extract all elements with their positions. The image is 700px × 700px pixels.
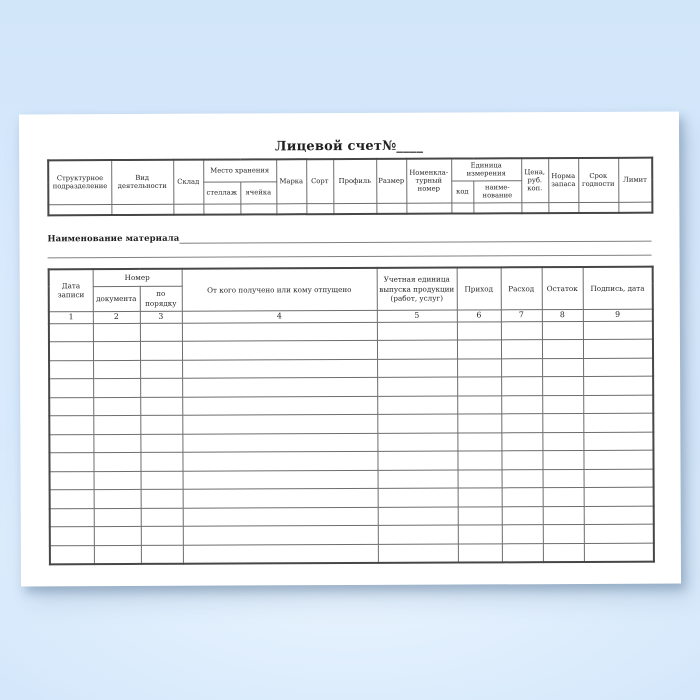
spec-blank-cell [578, 202, 618, 213]
ledger-empty-cell [377, 433, 457, 452]
ledger-empty-cell [183, 544, 378, 563]
material-name-label: Наименование материала [47, 233, 180, 245]
ledger-empty-cell [49, 416, 93, 435]
material-name-blank-line-2 [48, 255, 652, 259]
ledger-empty-cell [583, 358, 653, 377]
ledger-empty-row [50, 543, 654, 564]
ledger-table [48, 266, 655, 565]
ledger-empty-cell [458, 543, 502, 562]
ledger-empty-cell [378, 544, 458, 563]
ledger-empty-cell [182, 377, 377, 396]
ledger-empty-cell [183, 525, 378, 544]
ledger-empty-cell [543, 469, 584, 488]
ledger-header-expense: Расход [501, 267, 542, 309]
ledger-empty-cell [378, 470, 458, 489]
ledger-empty-cell [93, 360, 140, 379]
ledger-empty-cell [501, 377, 542, 396]
ledger-empty-cell [457, 321, 501, 340]
ledger-empty-cell [140, 323, 182, 342]
title-text: Лицевой счет№ [274, 138, 397, 155]
ledger-empty-cell [182, 433, 377, 452]
material-name-blank-line [179, 232, 651, 244]
ledger-empty-cell [94, 545, 141, 564]
ledger-empty-cell [378, 525, 458, 544]
spec-header-nomenclature-number: Номенкла-турный номер [406, 159, 451, 203]
ledger-empty-cell [93, 397, 140, 416]
ledger-empty-cell [543, 506, 584, 525]
spec-header-structural-unit: Структурное подразделение [48, 160, 111, 204]
spec-header-price: Цена, руб. коп. [521, 158, 548, 202]
spec-header-brand: Марка [276, 159, 306, 203]
ledger-empty-cell [457, 395, 501, 414]
ledger-empty-cell [140, 397, 182, 416]
column-number: 4 [182, 310, 377, 323]
ledger-empty-cell [141, 526, 183, 545]
ledger-empty-cell [93, 323, 140, 342]
ledger-empty-cell [501, 432, 542, 451]
ledger-empty-cell [183, 507, 378, 526]
ledger-empty-cell [458, 469, 502, 488]
ledger-empty-cell [583, 376, 653, 395]
ledger-empty-cell [50, 545, 94, 564]
material-spec-table [47, 157, 653, 217]
ledger-empty-cell [457, 432, 501, 451]
spec-header-stock-norm: Норма запаса [548, 158, 578, 202]
ledger-empty-cell [542, 358, 583, 377]
ledger-empty-cell [183, 470, 378, 489]
ledger-empty-cell [543, 487, 584, 506]
ledger-header-balance: Остаток [542, 267, 583, 309]
spec-blank-cell [406, 203, 451, 214]
ledger-empty-cell [94, 489, 141, 508]
spec-header-grade: Сорт [306, 159, 333, 203]
spec-header-unit-code: код [451, 180, 473, 202]
ledger-empty-cell [94, 471, 141, 490]
ledger-empty-cell [583, 321, 653, 340]
ledger-empty-cell [501, 358, 542, 377]
ledger-header-number-in-order: по порядку [140, 286, 182, 311]
ledger-header-income: Приход [457, 267, 501, 309]
title-blank-line: ____ [396, 138, 424, 154]
ledger-empty-cell [501, 340, 542, 359]
spec-blank-cell [618, 202, 652, 213]
ledger-empty-cell [584, 506, 654, 525]
spec-blank-cell [376, 203, 406, 214]
ledger-empty-cell [457, 377, 501, 396]
ledger-empty-cell [182, 340, 377, 359]
ledger-empty-cell [140, 360, 182, 379]
column-number: 7 [501, 309, 542, 321]
ledger-empty-cell [182, 359, 377, 378]
ledger-header-row-1 [49, 267, 653, 287]
ledger-empty-cell [457, 451, 501, 470]
spec-header-storage-place-group: Место хранения [203, 159, 276, 181]
ledger-empty-cell [50, 490, 94, 509]
spec-blank-cell [111, 204, 173, 215]
ledger-empty-cell [583, 450, 653, 469]
page-title [19, 138, 679, 157]
ledger-empty-cell [93, 434, 140, 453]
ledger-empty-cell [377, 451, 457, 470]
ledger-empty-cell [542, 432, 583, 451]
ledger-empty-cell [501, 451, 542, 470]
ledger-empty-cell [182, 414, 377, 433]
ledger-header-from-whom: От кого получено или кому отпущено [182, 268, 377, 311]
column-number: 3 [140, 311, 182, 323]
ledger-empty-cell [50, 527, 94, 546]
ledger-empty-cell [542, 413, 583, 432]
spec-header-warehouse: Склад [173, 160, 203, 204]
ledger-empty-cell [583, 413, 653, 432]
ledger-empty-cell [502, 525, 543, 544]
ledger-empty-cell [49, 360, 93, 379]
ledger-empty-cell [182, 396, 377, 415]
ledger-empty-cell [141, 471, 183, 490]
ledger-empty-cell [140, 378, 182, 397]
ledger-empty-cell [93, 415, 140, 434]
ledger-empty-cell [543, 543, 584, 562]
ledger-empty-cell [50, 471, 94, 490]
ledger-empty-cell [502, 469, 543, 488]
ledger-empty-cell [542, 395, 583, 414]
spec-blank-cell [473, 202, 521, 213]
column-number: 6 [457, 309, 501, 321]
column-number: 8 [542, 309, 583, 321]
spec-blank-cell [521, 202, 548, 213]
column-number: 9 [583, 309, 653, 321]
ledger-header-number-group: Номер [93, 269, 182, 286]
ledger-empty-cell [457, 414, 501, 433]
spec-header-activity-type: Вид деятельности [111, 160, 173, 204]
ledger-empty-cell [94, 508, 141, 527]
ledger-empty-cell [141, 508, 183, 527]
ledger-empty-rows [49, 321, 654, 564]
ledger-empty-cell [140, 434, 182, 453]
spec-blank-cell [451, 202, 473, 213]
spec-blank-cell [548, 202, 578, 213]
ledger-empty-cell [378, 488, 458, 507]
column-number: 2 [93, 311, 140, 323]
ledger-empty-cell [542, 321, 583, 340]
ledger-empty-cell [377, 377, 457, 396]
spec-blank-cell [203, 203, 240, 214]
ledger-empty-cell [542, 376, 583, 395]
spec-header-unit-name: наиме-нование [473, 180, 521, 202]
ledger-empty-cell [49, 397, 93, 416]
ledger-empty-cell [502, 488, 543, 507]
ledger-empty-cell [182, 322, 377, 341]
ledger-empty-cell [141, 545, 183, 564]
ledger-empty-cell [182, 451, 377, 470]
spec-header-rack: стеллаж [203, 181, 240, 203]
spec-header-row-1 [48, 158, 652, 183]
ledger-empty-cell [584, 543, 654, 562]
paper-form [19, 112, 681, 587]
ledger-empty-cell [584, 469, 654, 488]
ledger-empty-cell [140, 452, 182, 471]
ledger-empty-cell [501, 395, 542, 414]
ledger-empty-cell [94, 526, 141, 545]
ledger-empty-cell [93, 452, 140, 471]
ledger-empty-cell [377, 322, 457, 341]
spec-blank-row [48, 202, 652, 216]
ledger-empty-cell [584, 487, 654, 506]
spec-blank-cell [306, 203, 333, 214]
ledger-empty-cell [457, 358, 501, 377]
column-number: 1 [49, 311, 93, 323]
ledger-empty-cell [458, 506, 502, 525]
spec-blank-cell [48, 204, 111, 215]
ledger-empty-cell [49, 453, 93, 472]
ledger-empty-cell [377, 414, 457, 433]
ledger-empty-cell [377, 359, 457, 378]
spec-blank-cell [276, 203, 306, 214]
ledger-empty-cell [502, 543, 543, 562]
column-number: 5 [377, 310, 457, 322]
ledger-empty-cell [140, 415, 182, 434]
spec-blank-cell [333, 203, 376, 214]
ledger-empty-cell [49, 342, 93, 361]
ledger-empty-cell [183, 488, 378, 507]
spec-header-limit: Лимит [618, 158, 652, 202]
ledger-empty-cell [501, 321, 542, 340]
ledger-empty-cell [49, 323, 93, 342]
ledger-header-record-date: Дата записи [49, 269, 93, 311]
spec-header-cell: ячейка [240, 181, 276, 203]
ledger-empty-cell [542, 339, 583, 358]
material-name-line [47, 229, 651, 245]
ledger-empty-cell [583, 395, 653, 414]
ledger-header-number-document: документа [93, 286, 140, 311]
spec-blank-cell [240, 203, 276, 214]
ledger-empty-cell [49, 434, 93, 453]
ledger-empty-cell [583, 339, 653, 358]
ledger-empty-cell [377, 340, 457, 359]
ledger-empty-cell [457, 340, 501, 359]
ledger-empty-cell [141, 489, 183, 508]
ledger-header-signature-date: Подпись, дата [583, 267, 653, 309]
ledger-empty-cell [583, 432, 653, 451]
spec-header-profile: Профиль [333, 159, 376, 203]
ledger-empty-cell [50, 508, 94, 527]
ledger-empty-cell [377, 396, 457, 415]
ledger-empty-cell [93, 341, 140, 360]
ledger-empty-cell [501, 414, 542, 433]
spec-header-size: Размер [376, 159, 406, 203]
spec-header-unit-group: Единица измерения [451, 158, 521, 180]
spec-blank-cell [173, 204, 203, 215]
ledger-empty-cell [542, 450, 583, 469]
ledger-empty-cell [378, 507, 458, 526]
ledger-empty-cell [502, 506, 543, 525]
ledger-empty-cell [543, 524, 584, 543]
ledger-empty-cell [458, 525, 502, 544]
ledger-header-accounting-unit: Учетная единица выпуска продукции (работ, услуг) [377, 268, 457, 310]
ledger-empty-cell [93, 378, 140, 397]
spec-header-shelf-life: Срок годности [578, 158, 618, 202]
ledger-empty-cell [458, 488, 502, 507]
ledger-empty-cell [584, 524, 654, 543]
ledger-empty-cell [49, 379, 93, 398]
ledger-empty-cell [140, 341, 182, 360]
